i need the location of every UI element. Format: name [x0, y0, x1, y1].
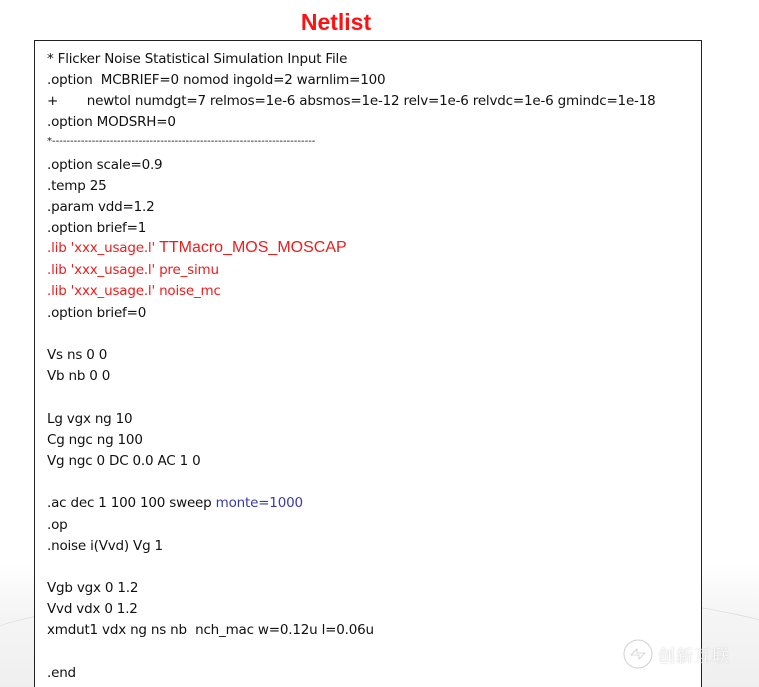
- netlist-line: Vvd vdx 0 1.2: [47, 601, 138, 617]
- netlist-separator: *-------------------------------------------------------------------------: [47, 136, 316, 147]
- netlist-line: xmdut1 vdx ng ns nb nch_mac w=0.12u l=0.06u: [47, 622, 374, 638]
- netlist-line-analysis: [47, 494, 303, 512]
- netlist-line: .option brief=0: [47, 305, 147, 321]
- netlist-box: [34, 40, 702, 687]
- lib-corner: TTMacro_MOS_MOSCAP: [159, 239, 347, 256]
- netlist-line: Vgb vgx 0 1.2: [47, 580, 139, 596]
- netlist-line: .option brief=1: [47, 220, 147, 236]
- netlist-line: Vs ns 0 0: [47, 347, 108, 363]
- netlist-line: .option scale=0.9: [47, 157, 163, 173]
- netlist-line: .option MCBRIEF=0 nomod ingold=2 warnlim=100: [47, 72, 386, 88]
- netlist-line-lib: [47, 239, 347, 257]
- netlist-line-lib: .lib 'xxx_usage.l' noise_mc: [47, 283, 221, 299]
- ac-command: .ac dec 1 100 100 sweep: [47, 495, 216, 511]
- watermark: [622, 638, 730, 670]
- brand-logo-icon: [622, 638, 654, 670]
- netlist-line: .end: [47, 665, 76, 681]
- netlist-line: Vg ngc 0 DC 0.0 AC 1 0: [47, 453, 201, 469]
- netlist-line: .op: [47, 517, 68, 533]
- netlist-line: .param vdd=1.2: [47, 199, 155, 215]
- netlist-line-lib: .lib 'xxx_usage.l' pre_simu: [47, 262, 219, 278]
- lib-prefix: .lib 'xxx_usage.l': [47, 240, 160, 256]
- monte-param: monte=1000: [215, 495, 303, 511]
- netlist-line: .temp 25: [47, 178, 107, 194]
- netlist-line: .option MODSRH=0: [47, 114, 176, 130]
- netlist-line: Vb nb 0 0: [47, 368, 111, 384]
- netlist-line: .noise i(Vvd) Vg 1: [47, 538, 163, 554]
- netlist-line: Cg ngc ng 100: [47, 432, 143, 448]
- netlist-line: + newtol numdgt=7 relmos=1e-6 absmos=1e-12 relv=1e-6 relvdc=1e-6 gmindc=1e-18: [47, 93, 656, 109]
- netlist-line: * Flicker Noise Statistical Simulation Input File: [47, 51, 348, 67]
- watermark-text: 创新互联: [658, 646, 730, 667]
- slide-title: Netlist: [300, 9, 372, 35]
- netlist-line: Lg vgx ng 10: [47, 411, 133, 427]
